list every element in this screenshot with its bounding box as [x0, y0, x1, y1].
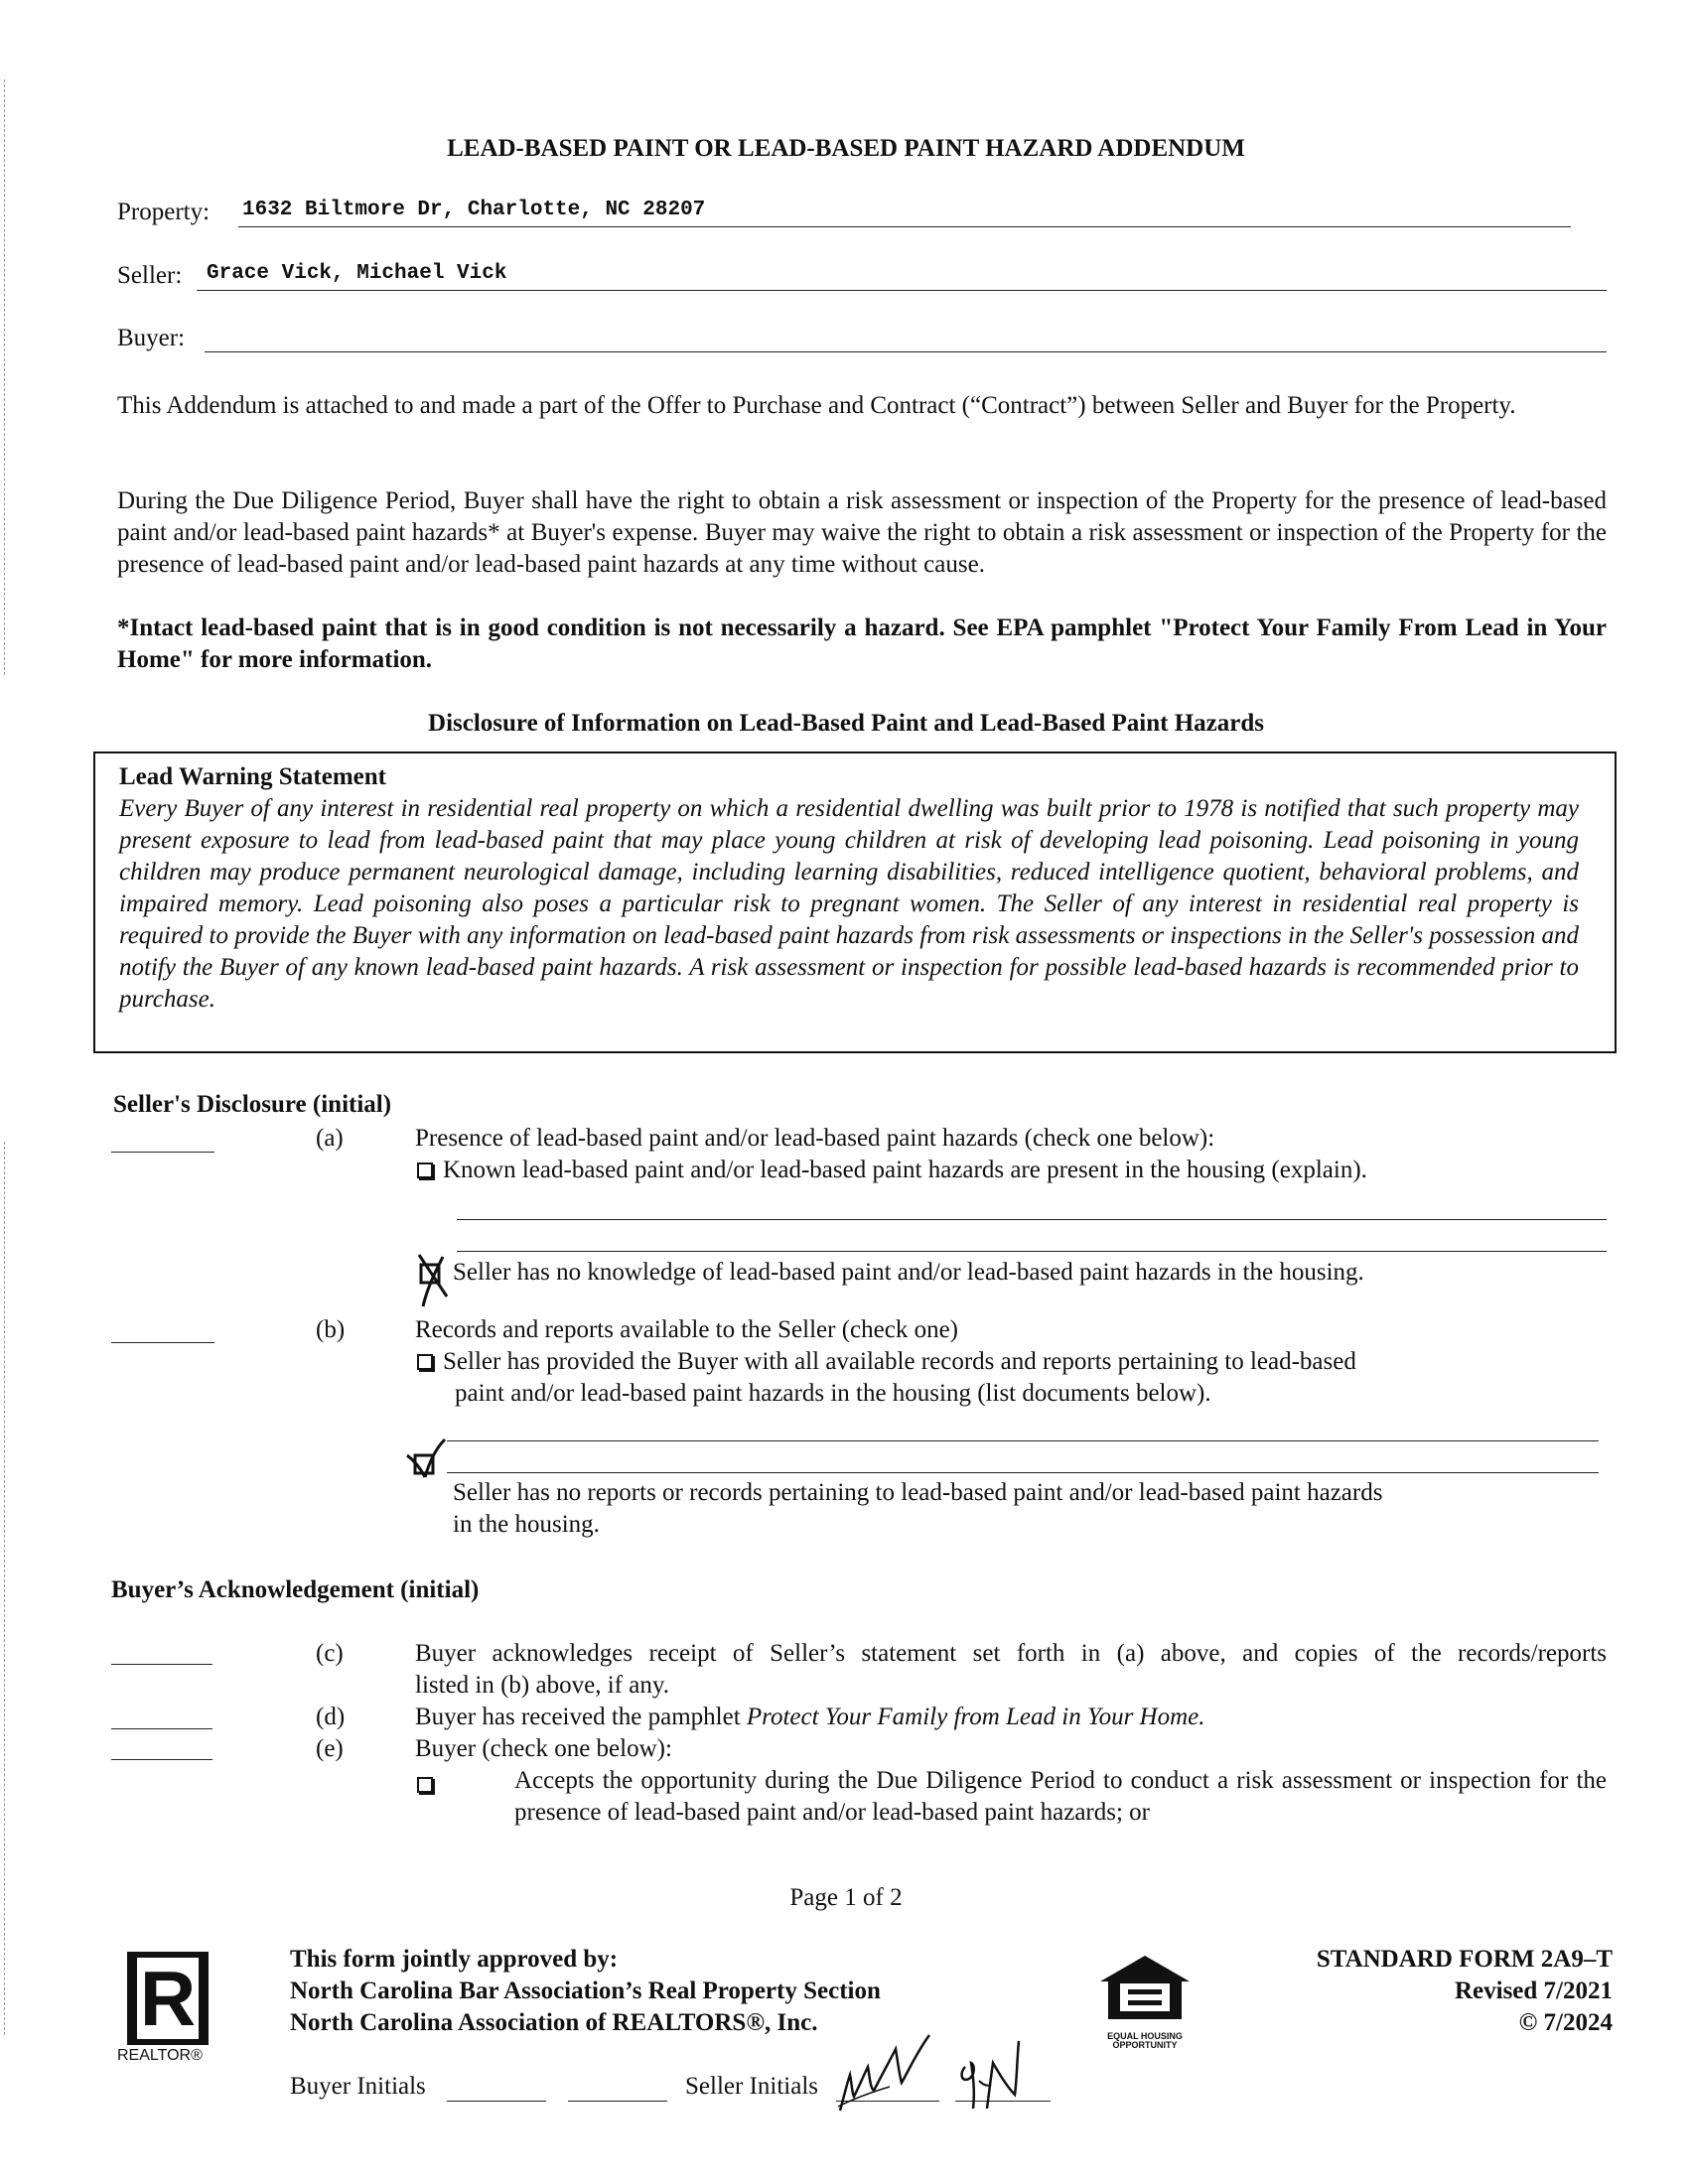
seller-initial-a-line[interactable] [111, 1152, 214, 1153]
checkbox-icon[interactable] [417, 1777, 433, 1793]
realtor-logo-text: REALTOR® [117, 2047, 203, 2064]
due-diligence-paragraph: During the Due Diligence Period, Buyer shall have the right to obtain a risk assessment or inspection of the Property for the presence of lead-based paint and/or lead-based paint hazards* at Buyer's expense. Buyer may waive the right to obtain a risk assessment or inspection of the Property for the presence of lead-based paint and/or lead-based paint hazards at any time without cause. [117, 487, 1607, 578]
item-e-text: Buyer (check one below): [415, 1735, 672, 1762]
seller-field[interactable]: Grace Vick, Michael Vick [207, 262, 507, 285]
item-b-option-provided-text-2: paint and/or lead-based paint hazards in the housing (list documents below). [455, 1380, 1211, 1407]
checked-check-icon [403, 1437, 453, 1497]
item-a-option-known[interactable] [417, 1155, 1367, 1186]
item-c-label: (c) [316, 1640, 344, 1667]
seller-initial-b-line[interactable] [111, 1342, 214, 1343]
buyer-initials-label: Buyer Initials [290, 2073, 426, 2100]
pamphlet-title: Protect Your Family from Lead in Your Home. [746, 1704, 1205, 1730]
item-a-label: (a) [316, 1125, 344, 1152]
property-label: Property: [117, 199, 211, 225]
checkbox-icon[interactable] [417, 1162, 433, 1178]
equal-housing-logo [1098, 1954, 1192, 2050]
item-d-text-plain: Buyer has received the pamphlet [415, 1704, 741, 1730]
item-b-text: Records and reports available to the Seller (check one) [415, 1316, 958, 1343]
epa-notice-paragraph: *Intact lead-based paint that is in good condition is not necessarily a hazard. See EPA pamphlet "Protect Your Family From Lead in Your Home" for more information. [117, 614, 1607, 673]
item-b-option-none-text-2: in the housing. [453, 1511, 600, 1538]
item-d-label: (d) [316, 1704, 346, 1730]
item-a-option-known-text: Known lead-based paint and/or lead-based paint hazards are present in the housing (explain). [443, 1157, 1367, 1183]
buyer-initials-line-1[interactable] [447, 2101, 546, 2102]
item-a-text: Presence of lead-based paint and/or lead-based paint hazards (check one below): [415, 1125, 1215, 1152]
item-c-text [415, 1638, 1607, 1702]
checkbox-icon[interactable] [417, 1354, 433, 1370]
equal-housing-text-2: OPPORTUNITY [1112, 2040, 1178, 2050]
form-name: STANDARD FORM 2A9–T [1316, 1946, 1613, 1973]
form-copyright: © 7/2024 [1518, 2009, 1613, 2036]
equal-housing-text-1: EQUAL HOUSING [1107, 2031, 1183, 2041]
disclosure-heading: Disclosure of Information on Lead-Based Paint and Lead-Based Paint Hazards [428, 710, 1264, 737]
item-b-option-provided[interactable] [417, 1346, 1356, 1378]
buyer-label: Buyer: [117, 325, 186, 351]
buyer-initial-e-line[interactable] [111, 1759, 212, 1760]
property-line [238, 226, 1571, 227]
item-b-option-none-text: Seller has no reports or records pertaining to lead-based paint and/or lead-based paint hazards [453, 1479, 1383, 1506]
item-e-option-accepts-text: Accepts the opportunity during the Due Diligence Period to conduct a risk assessment or inspection for the presence of lead-based paint and/or lead-based paint hazards; or [514, 1767, 1607, 1826]
lead-warning-text: Every Buyer of any interest in residential real property on which a residential dwelling was built prior to 1978 is notified that such property may present exposure to lead from lead-based paint that may place young children at risk of developing lead poisoning. Lead poisoning in young children may produce permanent neurological damage, including learning disabilities, reduced intelligence quotient, behavioral problems, and impaired memory. Lead poisoning also poses a particular risk to pregnant women. The Seller of any interest in residential real property is required to provide the Buyer with any information on lead-based paint hazards from risk assessments or inspections in the Seller's possession and notify the Buyer of any known lead-based paint hazards. A risk assessment or inspection for possible lead-based hazards is recommended prior to purchase. [119, 795, 1579, 1013]
explain-line-1[interactable] [457, 1219, 1607, 1220]
buyer-initial-d-line[interactable] [111, 1728, 212, 1729]
scan-edge-mark [4, 79, 6, 675]
buyer-acknowledgement-heading: Buyer’s Acknowledgement (initial) [111, 1576, 480, 1603]
item-d-text [415, 1702, 1205, 1733]
seller-initials-signature-2 [953, 2033, 1053, 2115]
approved-line-1: This form jointly approved by: [290, 1946, 619, 1973]
page-number: Page 1 of 2 [789, 1884, 903, 1911]
item-a-option-none-text: Seller has no knowledge of lead-based paint and/or lead-based paint hazards in the housing. [453, 1259, 1364, 1286]
addendum-paragraph: This Addendum is attached to and made a part of the Offer to Purchase and Contract (“Contract”) between Seller and Buyer for the Property. [117, 392, 1516, 419]
item-e-label: (e) [316, 1735, 344, 1762]
item-e-option-accepts-checkbox[interactable] [417, 1769, 443, 1801]
item-c-text-line1: Buyer acknowledges receipt of Seller’s statement set forth in (a) above, and copies of the records/reports [415, 1640, 1607, 1667]
realtor-logo-letter: R [139, 1955, 197, 2042]
seller-initials-signature-1 [830, 2031, 939, 2115]
approved-line-3: North Carolina Association of REALTORS®, Inc. [290, 2009, 818, 2036]
seller-disclosure-heading: Seller's Disclosure (initial) [113, 1091, 392, 1118]
buyer-line [205, 351, 1607, 352]
item-c-text-line2: listed in (b) above, if any. [415, 1672, 669, 1699]
form-revised: Revised 7/2021 [1454, 1978, 1613, 2004]
handwritten-initials-icon [953, 2033, 1053, 2115]
item-b-label: (b) [316, 1316, 346, 1343]
equal-housing-icon [1098, 1954, 1192, 2023]
seller-line [197, 290, 1607, 291]
realtor-logo [127, 1952, 209, 2045]
documents-line-2[interactable] [447, 1472, 1599, 1473]
seller-label: Seller: [117, 262, 183, 289]
property-field[interactable]: 1632 Biltmore Dr, Charlotte, NC 28207 [242, 199, 706, 221]
documents-line-1[interactable] [447, 1440, 1599, 1441]
handwritten-initials-icon [830, 2031, 939, 2115]
buyer-initials-line-2[interactable] [568, 2101, 667, 2102]
buyer-initial-c-line[interactable] [111, 1664, 212, 1665]
lead-warning-heading: Lead Warning Statement [119, 763, 386, 790]
approved-line-2: North Carolina Bar Association’s Real Property Section [290, 1978, 881, 2004]
lead-warning-box [93, 751, 1617, 1053]
explain-line-2[interactable] [457, 1251, 1607, 1252]
seller-initials-label: Seller Initials [685, 2073, 818, 2100]
checked-x-icon [417, 1253, 457, 1308]
item-b-option-provided-text: Seller has provided the Buyer with all available records and reports pertaining to lead-based [443, 1348, 1356, 1375]
item-b-option-none-checkbox[interactable] [403, 1437, 453, 1497]
item-a-option-none-checkbox[interactable] [417, 1253, 457, 1302]
page-title: LEAD-BASED PAINT OR LEAD-BASED PAINT HAZARD ADDENDUM [447, 135, 1245, 162]
